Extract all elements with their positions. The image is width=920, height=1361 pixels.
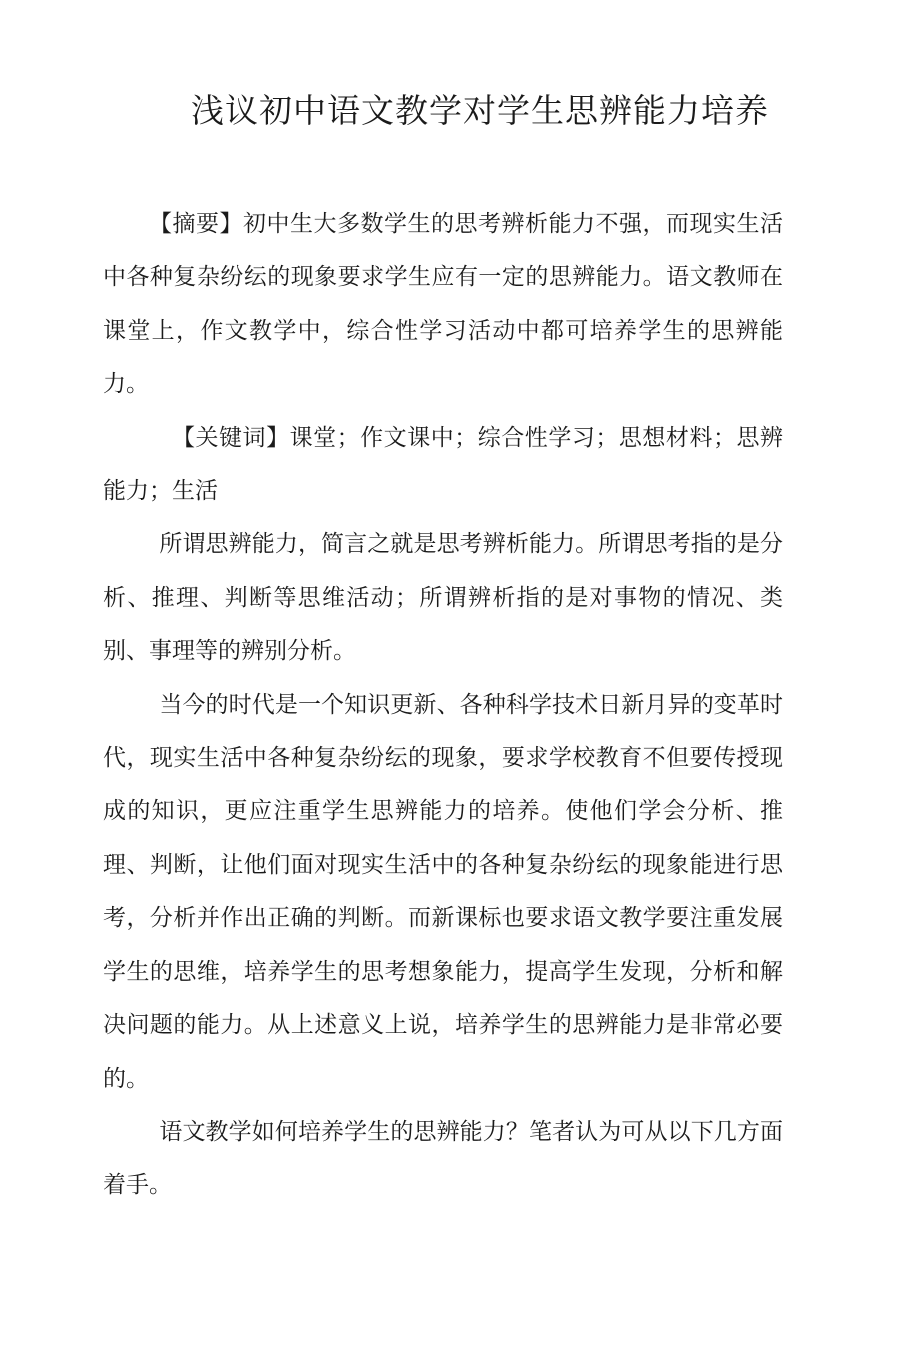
body-paragraph-definition: 所谓思辨能力，简言之就是思考辨析能力。所谓思考指的是分析、推理、判断等思维活动；所谓辨析指的是对事物的情况、类别、事理等的辨别分析。 xyxy=(103,531,783,665)
body-paragraph-era: 当今的时代是一个知识更新、各种科学技术日新月异的变革时代，现实生活中各种复杂纷纭的现象，要求学校教育不但要传授现成的知识，更应注重学生思辨能力的培养。使他们学会分析、推理、判断，让他们面对现实生活中的各种复杂纷纭的现象能进行思考，分析并作出正确的判断。而新课标也要求语文教学要注重发展学生的思维，培养学生的思考想象能力，提高学生发现，分析和解决问题的能力。从上述意义上说，培养学生的思辨能力是非常必要的。 xyxy=(103,691,783,1092)
body-paragraph-approach: 语文教学如何培养学生的思辨能力？笔者认为可从以下几方面着手。 xyxy=(103,1118,783,1199)
abstract-paragraph: 【摘要】初中生大多数学生的思考辨析能力不强，而现实生活中各种复杂纷纭的现象要求学生应有一定的思辨能力。语文教师在课堂上，作文教学中，综合性学习活动中都可培养学生的思辨能力。 xyxy=(103,211,783,398)
document-body xyxy=(103,198,783,1213)
keywords-paragraph: 【关键词】课堂；作文课中；综合性学习；思想材料；思辨能力；生活 xyxy=(103,424,783,505)
document-title: 浅议初中语文教学对学生思辨能力培养 xyxy=(191,91,769,130)
